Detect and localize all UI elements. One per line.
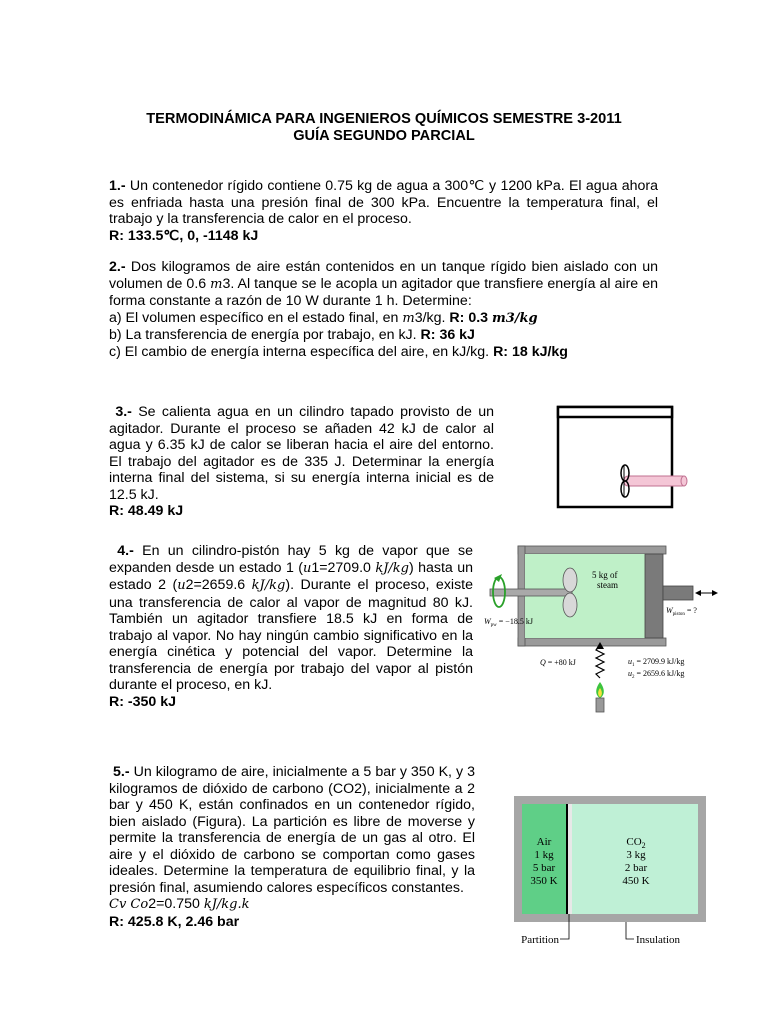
problem-1 <box>109 178 658 244</box>
problem-text: 2=0.750 <box>148 896 204 912</box>
page-title: TERMODINÁMICA PARA INGENIEROS QUÍMICOS SEMESTRE 3-2011 <box>146 111 622 127</box>
problem-5 <box>109 764 475 930</box>
answer: R: -350 kJ <box>109 693 177 710</box>
problem-text: Un contenedor rígido contiene 0.75 kg de agua a 300℃ y 1200 kPa. El agua ahora es enfriada hasta una presión final de 300 kPa. Encuentre la temperatura final, el trabajo y la transferencia de calor en el proceso. <box>109 178 658 227</box>
math-symbol: m <box>210 276 223 292</box>
partition-label: Partition <box>521 934 559 946</box>
problem-text: En un cilindro-pistón hay 5 kg de vapor que se expanden desde un estado 1 ( <box>109 543 473 576</box>
paddle-work-label: $W_{pw} = -18.5$ kJ <box>484 617 533 628</box>
math-symbol: u <box>302 560 312 576</box>
problem-text: Dos kilogramos de aire están contenidos en un tanque rígido bien aislado con un volumen de 0.6 <box>109 259 658 292</box>
answer: R: 425.8 K, 2.46 bar <box>109 913 240 930</box>
co2-mass: 3 kg <box>626 849 646 861</box>
problem-text: Se calienta agua en un cilindro tapado provisto de un agitador. Durante el proceso se añaden 42 kJ de calor al agua y 6.35 kJ de calor se liberan hacia el aire del entorno. El trabajo del agitador es de 335 J. Determinar la energía interna final del sistema, si su energía interna inicial es de 12.5 kJ. <box>109 404 494 503</box>
problem-text: 1=2709.0 <box>311 559 376 576</box>
problem-text: 3. Al tanque se le acopla un agitador que transfiere energía al aire en forma constante a razón de 10 W durante 1 h. Determine: <box>109 275 658 309</box>
problem-text: 2=2659.6 <box>185 577 252 593</box>
problem-3 <box>109 404 494 520</box>
page-subtitle: GUÍA SEGUNDO PARCIAL <box>293 128 475 144</box>
question-c: c) El cambio de energía interna específica del aire, en kJ/kg. <box>109 343 494 360</box>
u1-label: $u_1 = 2709.9$ kJ/kg <box>628 657 685 668</box>
answer-unit: m3/kg <box>492 310 538 326</box>
heat-label: Q = +80 kJ <box>540 658 576 667</box>
partition-figure <box>508 792 710 952</box>
insulation-label: Insulation <box>636 934 680 946</box>
problem-2 <box>109 259 658 360</box>
co2-temperature: 450 K <box>622 875 650 887</box>
answer: R: 18 kJ/kg <box>493 343 568 360</box>
problem-4 <box>109 543 473 710</box>
math-unit: kJ/kg.k <box>203 897 250 912</box>
answer: R: 48.49 kJ <box>109 503 184 519</box>
problem-number: 1.- <box>109 178 126 194</box>
steam-label-line2: steam <box>597 580 618 590</box>
air-label: Air <box>536 836 552 848</box>
answer: R: 0.3 <box>449 309 492 326</box>
air-temperature: 350 K <box>530 875 558 887</box>
problem-number: 5.- <box>113 764 130 780</box>
steam-label-line1: 5 kg of <box>592 570 618 580</box>
air-pressure: 5 bar <box>532 862 556 874</box>
stirred-tank-figure <box>548 403 694 511</box>
piston-cylinder-figure <box>484 542 720 714</box>
answer: R: 133.5℃, 0, -1148 kJ <box>109 227 259 244</box>
answer: R: 36 kJ <box>420 327 475 343</box>
air-mass: 1 kg <box>534 849 554 861</box>
co2-label: $CO_2$ <box>626 836 646 850</box>
math-symbol: Cv Co <box>109 897 149 912</box>
question-a: a) El volumen específico en el estado final, en <box>109 309 403 326</box>
co2-pressure: 2 bar <box>624 862 648 874</box>
problem-number: 2.- <box>109 259 126 275</box>
math-symbol: m <box>402 310 415 326</box>
piston-work-label: $W_{piston}$ = ? <box>666 606 697 617</box>
problem-text: ) hasta un estado 2 ( <box>109 559 473 593</box>
problem-text: Un kilogramo de aire, inicialmente a 5 bar y 350 K, y 3 kilogramos de dióxido de carbono (CO2), inicialmente a 2 bar y 450 K, están confinados en un contenedor rígido, bien aislado (Figura). La partición es libre de moverse y permite la transferencia de energía de un gas al otro. El aire y el dióxido de carbono se comportan como gases ideales. Determine la temperatura de equilibrio final, y la presión final, asumiendo calores específicos constantes. <box>109 764 475 896</box>
u2-label: $u_2 = 2659.6$ kJ/kg <box>628 669 685 680</box>
math-unit: kJ/kg <box>375 560 409 576</box>
math-symbol: u <box>177 578 186 593</box>
problem-number: 3.- <box>115 404 132 420</box>
question-b: b) La transferencia de energía por trabajo, en kJ. <box>109 327 421 343</box>
math-unit: kJ/kg <box>251 578 286 593</box>
unit-text: 3/kg. <box>414 309 450 326</box>
problem-number: 4.- <box>117 543 134 559</box>
problem-text: ). Durante el proceso, existe una transferencia de calor al vapor de magnitud 80 kJ. También un agitador transfiere 18.5 kJ en forma de trabajo al vapor. No hay ningún cambio significativo en la energía cinética y potencial del vapor. Determine la transferencia de energía por trabajo del vapor al pistón durante el proceso, en kJ. <box>109 577 473 693</box>
